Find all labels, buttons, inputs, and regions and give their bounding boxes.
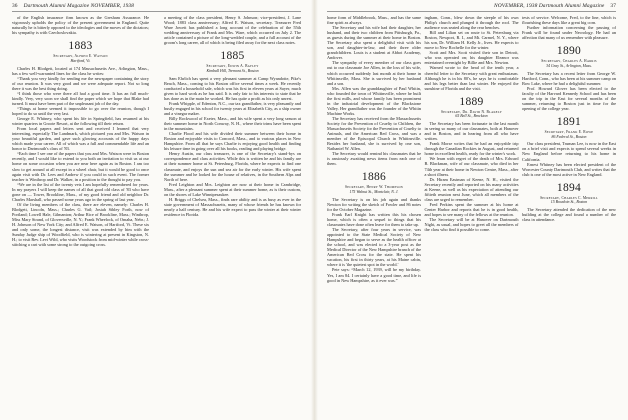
- paragraph: Henry Austin, our class treasurer, is one of the Secretary's stand-bys on correspondence and class activities. While this is written he and his family are at their summer home at St. Petersburg, Florida, where he expects to find one classmate, and enjoys the sun and sea air for the early winter. His wife spent the summer and he looked for the house of relatives, in the Southern Alps and North of here.: [164, 151, 301, 182]
- class-secretary: Secretary, Frank E. Rowe: [544, 130, 594, 134]
- class-secretary: Secretary, Edwin A. Bayley: [206, 64, 259, 69]
- class-year-heading: 1885: [220, 50, 245, 63]
- paragraph: From local papers and letters sent and received I learned that very interesting, especially The Landmark, which pictured you and Mrs. Watson in your beautiful garden, and gave such glowing accounts of the happy days which made your career. All of which was a full and commendable life and an honor to Dartmouth's class of '83.: [12, 126, 149, 152]
- paragraph: The sympathy of every member of our class goes out to our classmate Joe Allen, in the loss of his wife, which occurred suddenly last month at their home in Whitinsville, Mass. She is survived by her husband and a son.: [327, 60, 421, 86]
- left-column-1: [12, 15, 149, 247]
- right-columns: [327, 15, 616, 283]
- paragraph: Scott and Mrs. Scott visited their son in Detroit, who was operated on; his daughter Eleanor was entertained overnight by Billie and Mrs. Newton.: [424, 50, 519, 66]
- paragraph: home form of Middlebrook, Mass., and has the same fine spirit as always.: [327, 15, 421, 26]
- paragraph: Ernest Whitney has been elected president of the Worcester County Dartmouth Club, and writes that the club is one of the most active in New England.: [522, 161, 616, 177]
- class-year-heading: 1889: [459, 95, 484, 108]
- paragraph: “I think those who were there all had a good time. It has an full much-kindly. Very, very soon we shall find the paper which we hope that Blake had turned. It must have been part of the unpleasant job of the day.: [12, 90, 149, 106]
- paragraph: Of the living members of the class, there are eleven, namely: Charles H. Blodgett, Lincoln, Mass.; Charles G. Vail; Josiah Sibley Forth, now of Portland; Lowell Hale, Gilmanton; Arthur Rice of Brookline, Mass.; Winthrop, Miss Mary Strand, of Gloversville, N. Y.; Frank Wheelock, of Omaha, Nebr.; J. H. Johnson of New York City; and Alfred E. Watson, of Hartford, Vt. These six and only some, the longest distance, visit was extended by him with the Sunday Judge ship of Woodfield, who is wintering at present in Kingston, N. H.; to visit Rev. Levi Wild, who visits Woodstock from mid-winter while cross-stitching a cart with some strong to the outgoing cross.: [12, 201, 149, 248]
- class-year-heading: 1894: [556, 181, 582, 194]
- paragraph: Frank Whipple, of Edenton, N.C., our tax grandfather, is very pleasantly and busily engaged in his school for twenty years at Elizabeth City, as a ship owner and a vinegar maker.: [164, 100, 301, 116]
- left-page-number: 36: [12, 3, 18, 9]
- left-columns: [12, 15, 301, 247]
- paragraph: Sam Ehrlich has spent a very pleasant summer at Camp Wyandotte, Pike's Beach, Mass., coming to his Boston office several times a week. He recently conducted a household sale, which was his first in eleven years at Sayer, much given to hard work as he has said. It is only fair to his interests to state that he has done as in the main he worked. He has quite a profit as his only unrest.: [164, 75, 301, 101]
- secretary-address: 15 Bowdoin St., Boston: [550, 200, 588, 205]
- paragraph: The Secretary has a recent letter from George W. Hartford, Conn., who has been at his summer camp on Bow Lake, where he had a delightful summer.: [522, 70, 616, 86]
- secretary-address: 65 Bell St., Brockton: [455, 114, 488, 119]
- paragraph: ingham, Conn., blew down the steeple of his own Philip's church and plunged it through the roof. The audience was seated along the rear benches.: [424, 15, 519, 31]
- secretary-address: Kimball Hill, Tremont St., Boston: [206, 68, 259, 73]
- class-secretary: Secretary, Alfred E. Watson: [53, 54, 108, 59]
- paragraph: The Secretary would remind his classmates that he is anxiously awaiting news items from each one of them.: [327, 151, 421, 167]
- paragraph: Mrs. Allen was the granddaughter of Paul Whitin, who founded the town of Whitinsville, where he built the first mills, and whose family has been prominent in the industrial development of the Blackstone Valley. Her grandfather was the founder of the Whitin Machine Works.: [327, 85, 421, 116]
- paragraph: “Things at home seemed it impossible to go over the reunion, though I hoped to do so until the very last.: [12, 105, 149, 116]
- paragraph: a meeting of the class president, Henry S. Johnson; vice-president, J. Lane Wood; 1883 class anniversary; Alfred E. Watson, secretary. Treasurer Fred Ware Jowett has published a long account of the celebration of the 55th wedding anniversary of Frank and Mrs. Ware, which occurred on July 2. The article contained a picture of the long-wedded couple, and a full account of the groom's long career, all of which is being filed away for the next class notes.: [164, 15, 301, 46]
- paragraph: Charlie Flood and his wife divided their summer between their home in Boston and enjoyable visits to Concord, Mass., and to various places in New Hampshire. From all that he says Charlie is enjoying good health and finding his leisure time in going over all his books, reading and playing bridge.: [164, 131, 301, 152]
- paragraph: The Secretary has received from the Massachusetts Society for the Prevention of Cruelty to Children, the Massachusetts Society for the Prevention of Cruelty to Animals, and the American Red Cross, and was a member of the Episcopal Church in Whitinsville. Besides her husband, she is survived by one son, Nathaniel W. Allen.: [327, 115, 421, 152]
- paragraph: Bill and Lilian set on route to St. Petersburg via Boston, Newport, R. I., and Mt. Carmel, N. Y., where his son, Dr. William H. Kelly Jr., lives. He expects to move to New Rochelle for the winter.: [424, 30, 519, 51]
- secretary-address: 34 Gray St., Arlington, Mass.: [546, 63, 592, 68]
- paragraph: Our class president, Truman Lee, is now in the East on a brief visit and expects to spend several weeks in New England before returning to his home in California.: [522, 141, 616, 162]
- paragraph: The Secretary has been fortunate in the last month in seeing so many of our classmates, both at Hanover and in Boston, and in hearing from all who have written.: [424, 121, 519, 142]
- paragraph: tests of service. Welcome, Fred, to the line, which is flourishing these days like a great big corn.: [522, 15, 616, 26]
- secretary-address: 86 Federal St., Boston: [551, 134, 587, 139]
- paragraph: Billy Rockwood of Exeter, Mass., and his wife spent a very long season at their summer home in North Conway, N. H., where their trims have been spent in the mountains.: [164, 116, 301, 132]
- right-running-title: NOVEMBER, 1938 Dartmouth Alumni Magazine: [494, 3, 605, 9]
- right-column-2: [425, 15, 519, 283]
- class-secretary: Secretary, Henry W. Thompson: [345, 185, 403, 190]
- paragraph: Prof. Howard Glover has been elected to the faculty of the Harvard Kennedy School and has been on the trip in the East for several months of the summer, returning to Boston just in time for the opening of the college year.: [522, 85, 616, 111]
- left-column-2: [164, 15, 301, 247]
- secretary-address: 175 Walnut St., Montclair, N. J.: [349, 190, 399, 194]
- paragraph: of the English insurance firm known as the Gresham Assurance. He vigorously upholds the policy of the present government in England. Quite naturally he is bitterly opposed to the ideologies and the moves of the dictators; his sympathy is with Czechoslovakia.: [12, 15, 149, 36]
- left-running-title: Dartmouth Alumni Magazine NOVEMBER, 1938: [23, 3, 134, 9]
- class-secretary: Secretary, Charles A. Harris: [541, 59, 597, 64]
- paragraph: The Secretary, after four years in service, was appointed to the State Medical Society of New Hampshire and began to serve as the health officer at the school, and was elected to a 3-year post as the Medical Director of the New Hampshire branch of the American Red Cross for the state. He spent his vacation, his first in thirty years, at his Maine cabin, where it is 'the quietest spot in the world.': [327, 227, 421, 268]
- paragraph: Warned wrote to the head of the tenth year, a cheerful letter to the Secretary with great enthusiasm. Although he is in his 80's, he says he is comfortable and his legs better than last winter. He enjoyed the sunshine of Florida and the visit.: [424, 65, 519, 91]
- paragraph: The Secretary attended the dedication of the new building at the college and found a number of the class in attendance.: [522, 207, 616, 223]
- class-secretary: Secretary, Dr. David N. Blakely: [441, 109, 502, 114]
- paragraph: The Secretary is on his job again and thanks Newton for writing the sketch of Fowler and 86 notes for the October Magazine.: [327, 196, 421, 212]
- paragraph: Charles H. Blodgett, located at 174 Massachusetts Ave., Arlington, Mass., has a few well-warranted lines for the class he writes:: [12, 65, 149, 76]
- class-year-heading: 1890: [556, 45, 582, 58]
- class-year-heading: 1883: [68, 40, 93, 53]
- paragraph: “Each time I see one of the papers that you and Mrs. Watson were in Boston recently, and I would like to extend to you both an invitation to visit us at our home on some occasion when you are near here again as in Boston. I am too slow to get around at all except in a wheel chair, but it would be good to once again visit with Dr. Lees and Andrew if you could in such event. The former teacher is Winthrop and Dr. Walker, in a position to the thought to pay you.: [12, 151, 149, 182]
- left-page: [4, 0, 307, 420]
- paragraph: “Thank you very kindly for sending me the newspaper containing the story of our reunion. It was very good and we were adequate report. Not so long there it was the best thing doing.: [12, 75, 149, 91]
- paragraph: “We are in the list of the twenty vets I am hopefully remembered for years. In my prayers I will keep the names of all that good old class of '83 who have gone on — Tower, Brookline, Mass., of my good friend and old neighbor Dr. Charles Marshall, who passed some years ago in the spring of last year.: [12, 181, 149, 202]
- paragraph: H. Briggs of Chelsea, Mass., finds rare ability and is as busy as ever in the state government of Massachusetts, many of whose friends he has known for nearly a half century. He and his wife expect to pass the winter at their winter residence in Florida.: [164, 196, 301, 217]
- paragraph: We learn with regret of the death of Mrs. Edward B. Blackman, wife of our classmate, who died in her 74th year at their home in Newton Centre, Mass., after a short illness.: [424, 156, 519, 177]
- paragraph: Fred Perkins spent the summer at his home at Center Harbor and reports that he is in good health, and hopes to see many of the fellows at the reunion.: [424, 201, 519, 217]
- paragraph: George E. Whitney, who spent his life in Springfield, has resumed at his winter quarters in Groote Resort, at the following till their return.: [12, 116, 149, 127]
- right-page: [321, 0, 624, 420]
- paragraph: Frank Morse writes that he had an enjoyable trip through the Canadian Rockies in August, and returned home in excellent health, ready for the winter's work.: [424, 141, 519, 157]
- right-page-number: 37: [610, 3, 616, 9]
- class-year-heading: 1891: [556, 116, 582, 128]
- paragraph: Dr. Hiram Eastman of Keene, N. H., visited the Secretary recently and reported on his many activities at Keene, as well as his expectation of attending our fiftieth reunion next June, which all members of the class are urged to remember.: [424, 176, 519, 202]
- page-gutter: [311, 0, 318, 420]
- paragraph: Pete says: “March 12, 1939, will be my birthday. Yes, I am 84. I certainly have a good time, and life is good in New Hampshire, as it ever was.”: [327, 267, 421, 283]
- right-column-3: [522, 15, 616, 283]
- paragraph: Frank Earl Knight has written this his chosen home, which is often a sequel to things that his classmates have done often leave for them to take up.: [327, 211, 421, 228]
- right-running-head: [327, 3, 616, 12]
- class-secretary: Secretary, Charles C. Merrill: [540, 195, 598, 200]
- class-year-heading: 1886: [361, 171, 387, 184]
- paragraph: The Secretary will be at Hanover on Dartmouth Night, as usual, and hopes to greet all the members of the class who find it possible to come.: [424, 216, 519, 233]
- paragraph: Fred Leighton and Mrs. Leighton are now at their home in Cambridge, Mass., after a pleasant summer spent at their summer home, as is their custom, on the shores of Lake Winnipesaukee.: [164, 181, 301, 197]
- paragraph: Further information concerning the passing of Frank will be found under Necrology. He had an affection that many of us remember with pleasure.: [522, 25, 616, 41]
- paragraph: The Secretary and his wife had their daughter, her husband, and their two children from Pittsburgh, Pa., as guests during the summer at their home in Boston. The Secretary also spent a delightful visit with his son, and daughter-in-law, and their three older grandchildren. Louis is a student at Abbot Academy, Andover.: [327, 25, 421, 61]
- left-running-head: [12, 3, 301, 12]
- secretary-address: Hartford, Vt.: [70, 58, 91, 63]
- right-column-1: [327, 15, 421, 283]
